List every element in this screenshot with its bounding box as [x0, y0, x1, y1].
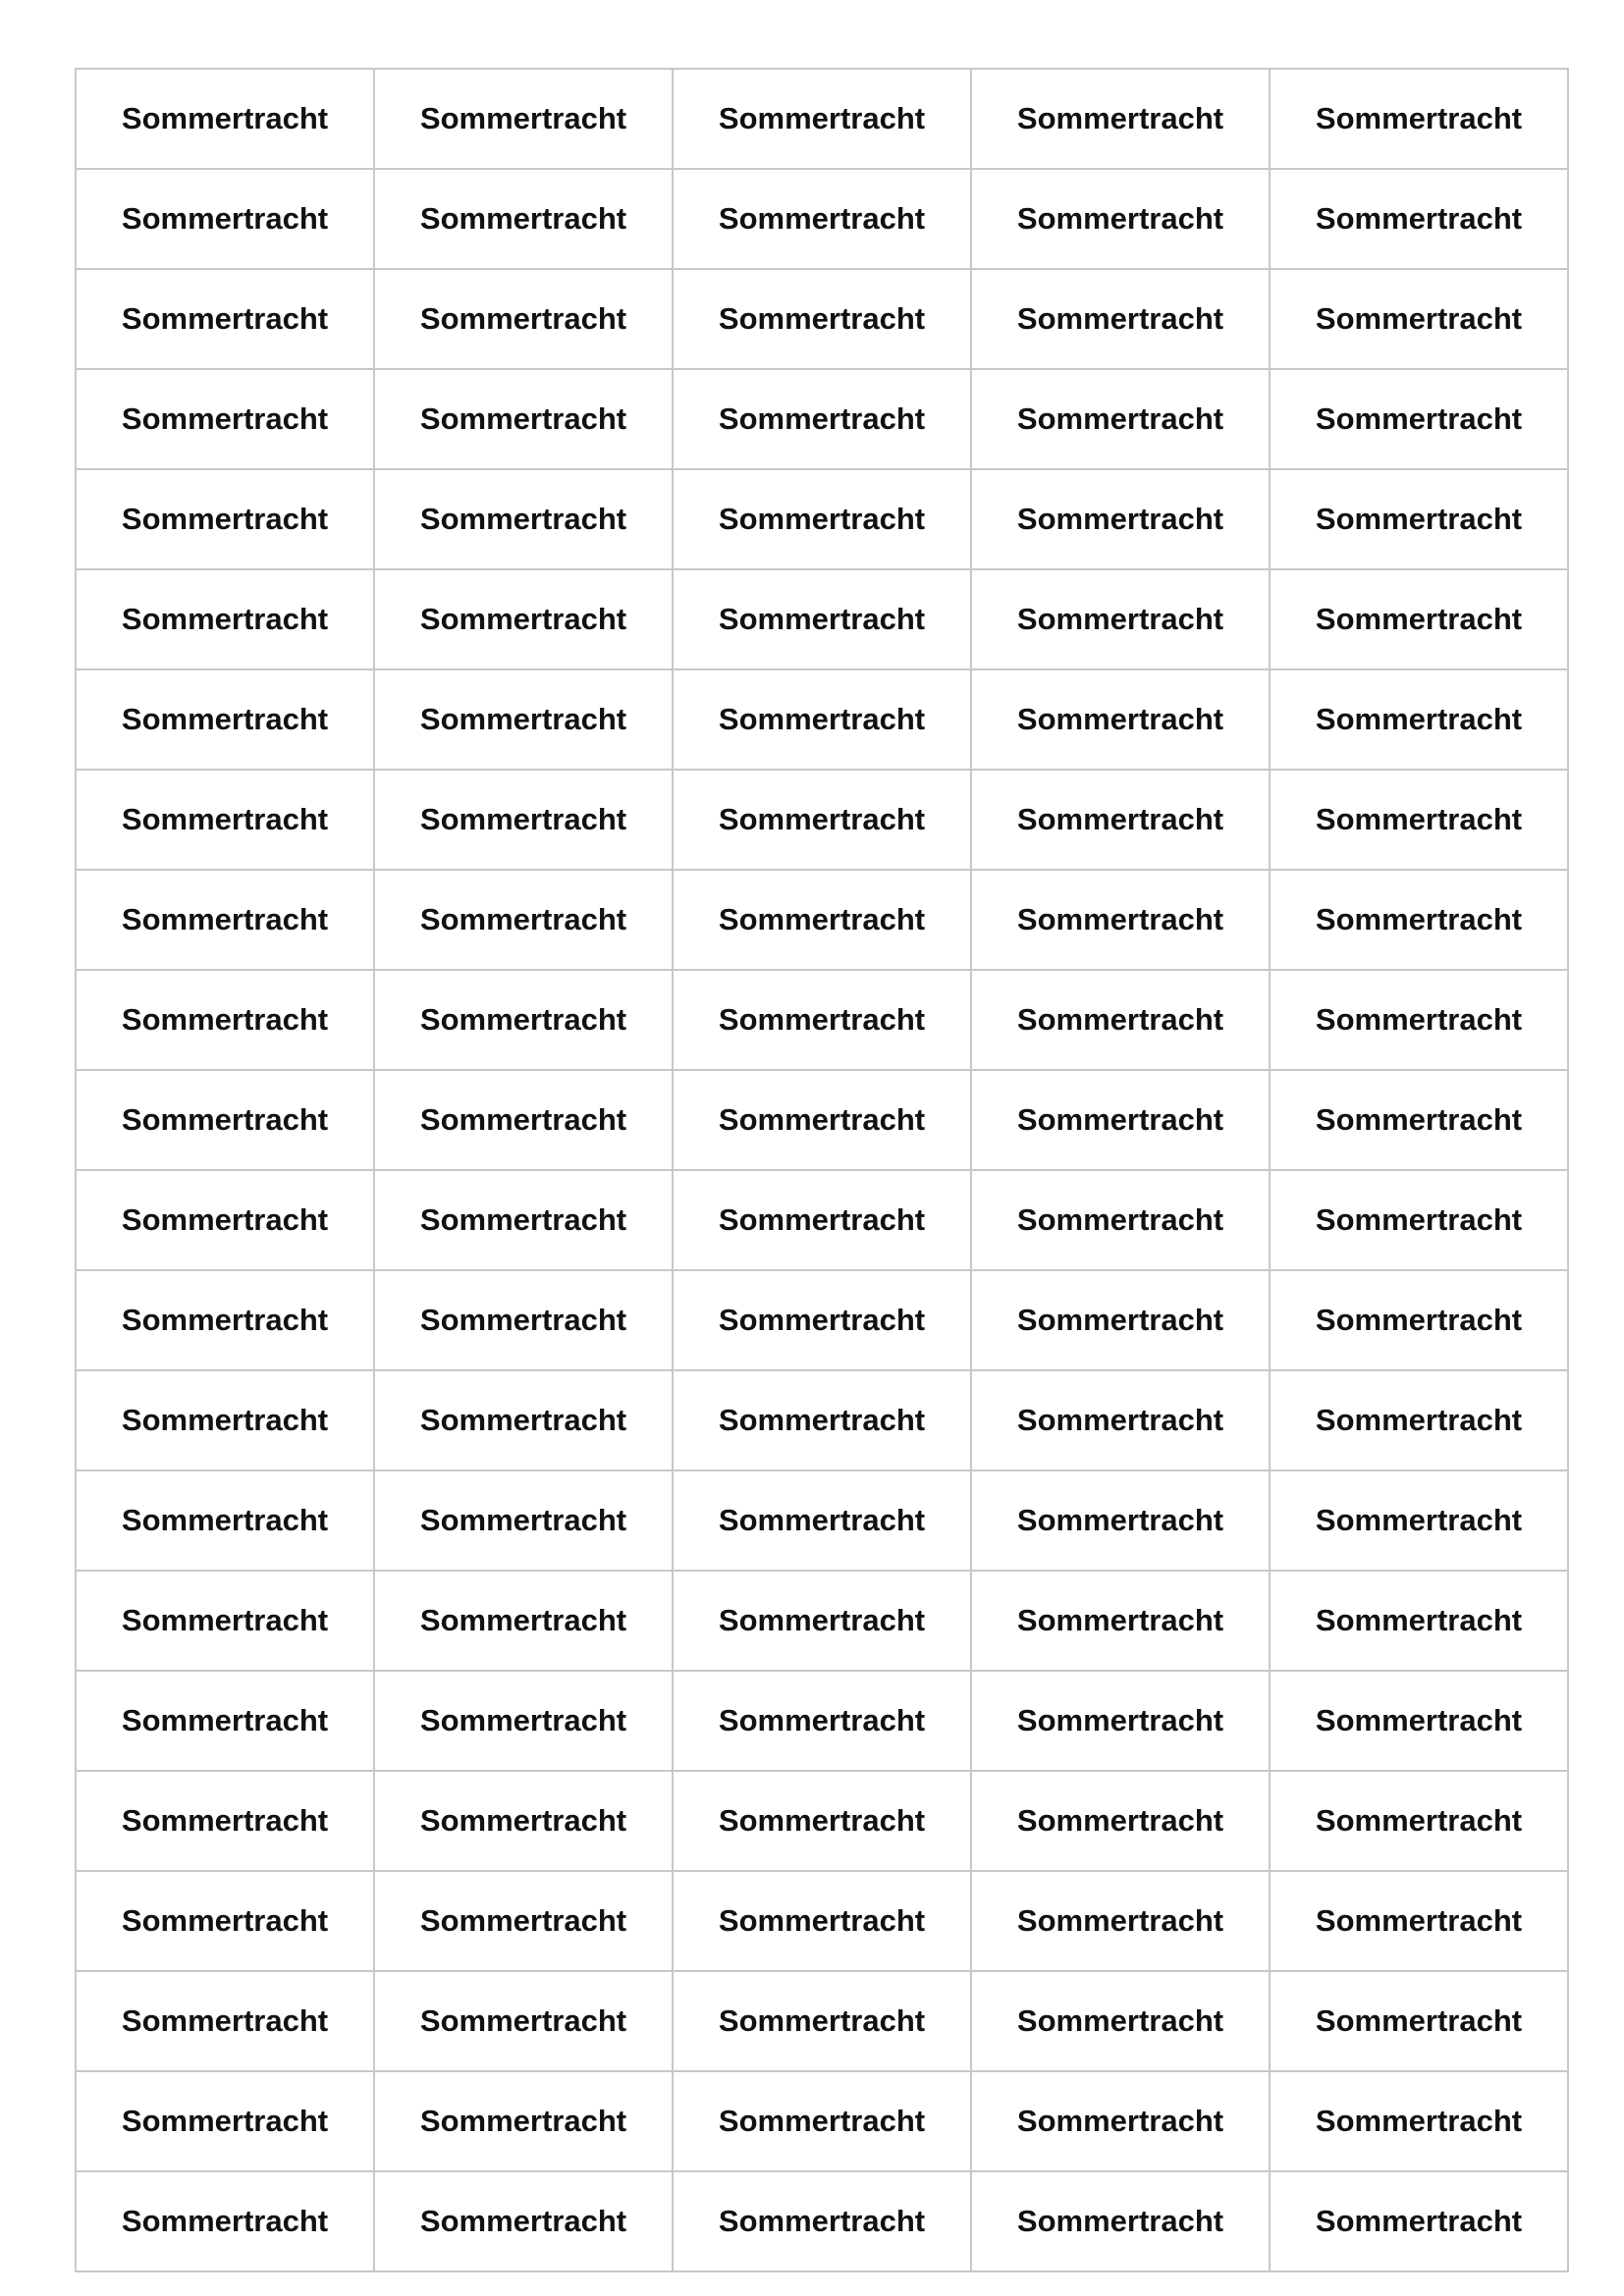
label-cell: Sommertracht — [374, 870, 673, 970]
label-cell: Sommertracht — [971, 1170, 1270, 1270]
label-row — [76, 669, 1568, 770]
label-cell: Sommertracht — [673, 669, 971, 770]
label-cell: Sommertracht — [374, 2071, 673, 2171]
label-cell: Sommertracht — [1270, 1971, 1568, 2071]
label-row — [76, 169, 1568, 269]
label-cell: Sommertracht — [76, 2171, 374, 2271]
label-cell: Sommertracht — [1270, 69, 1568, 169]
label-cell: Sommertracht — [76, 469, 374, 569]
label-cell: Sommertracht — [374, 569, 673, 669]
label-cell: Sommertracht — [673, 770, 971, 870]
label-cell: Sommertracht — [673, 1771, 971, 1871]
label-sheet — [75, 68, 1569, 2272]
label-row — [76, 1370, 1568, 1470]
label-row — [76, 1270, 1568, 1370]
label-cell: Sommertracht — [374, 1370, 673, 1470]
label-cell: Sommertracht — [76, 69, 374, 169]
label-cell: Sommertracht — [1270, 369, 1568, 469]
label-cell: Sommertracht — [76, 1170, 374, 1270]
label-cell: Sommertracht — [971, 1771, 1270, 1871]
label-cell: Sommertracht — [1270, 770, 1568, 870]
label-cell: Sommertracht — [1270, 1170, 1568, 1270]
label-cell: Sommertracht — [673, 369, 971, 469]
label-grid-body — [76, 69, 1568, 2271]
label-cell: Sommertracht — [673, 1070, 971, 1170]
label-cell: Sommertracht — [76, 870, 374, 970]
label-cell: Sommertracht — [374, 469, 673, 569]
label-cell: Sommertracht — [374, 970, 673, 1070]
label-cell: Sommertracht — [374, 770, 673, 870]
label-cell: Sommertracht — [1270, 970, 1568, 1070]
label-cell: Sommertracht — [971, 469, 1270, 569]
label-cell: Sommertracht — [374, 2171, 673, 2271]
label-row — [76, 1971, 1568, 2071]
label-row — [76, 870, 1568, 970]
label-cell: Sommertracht — [673, 2171, 971, 2271]
label-cell: Sommertracht — [673, 1871, 971, 1971]
label-row — [76, 1571, 1568, 1671]
label-cell: Sommertracht — [673, 1270, 971, 1370]
label-cell: Sommertracht — [1270, 1671, 1568, 1771]
label-cell: Sommertracht — [374, 1470, 673, 1571]
label-cell: Sommertracht — [673, 269, 971, 369]
label-cell: Sommertracht — [971, 2171, 1270, 2271]
label-cell: Sommertracht — [1270, 2071, 1568, 2171]
label-row — [76, 269, 1568, 369]
label-cell: Sommertracht — [374, 69, 673, 169]
label-cell: Sommertracht — [374, 169, 673, 269]
label-cell: Sommertracht — [673, 469, 971, 569]
label-cell: Sommertracht — [971, 1470, 1270, 1571]
label-cell: Sommertracht — [971, 1070, 1270, 1170]
label-cell: Sommertracht — [673, 1470, 971, 1571]
label-cell: Sommertracht — [1270, 1771, 1568, 1871]
label-cell: Sommertracht — [673, 1370, 971, 1470]
label-cell: Sommertracht — [76, 1571, 374, 1671]
label-cell: Sommertracht — [76, 1370, 374, 1470]
label-row — [76, 2071, 1568, 2171]
label-cell: Sommertracht — [971, 669, 1270, 770]
label-cell: Sommertracht — [971, 1971, 1270, 2071]
label-cell: Sommertracht — [971, 1571, 1270, 1671]
label-cell: Sommertracht — [374, 1571, 673, 1671]
label-cell: Sommertracht — [971, 369, 1270, 469]
label-cell: Sommertracht — [1270, 169, 1568, 269]
label-cell: Sommertracht — [76, 1871, 374, 1971]
label-cell: Sommertracht — [76, 1971, 374, 2071]
label-cell: Sommertracht — [1270, 469, 1568, 569]
label-cell: Sommertracht — [76, 569, 374, 669]
label-cell: Sommertracht — [1270, 669, 1568, 770]
label-cell: Sommertracht — [76, 1771, 374, 1871]
label-cell: Sommertracht — [374, 369, 673, 469]
label-cell: Sommertracht — [971, 1370, 1270, 1470]
label-row — [76, 1470, 1568, 1571]
label-row — [76, 69, 1568, 169]
label-cell: Sommertracht — [374, 669, 673, 770]
label-cell: Sommertracht — [374, 1170, 673, 1270]
label-cell: Sommertracht — [374, 1270, 673, 1370]
label-cell: Sommertracht — [673, 1971, 971, 2071]
label-cell: Sommertracht — [1270, 1270, 1568, 1370]
label-cell: Sommertracht — [971, 2071, 1270, 2171]
label-row — [76, 1871, 1568, 1971]
label-cell: Sommertracht — [673, 870, 971, 970]
label-row — [76, 1170, 1568, 1270]
label-cell: Sommertracht — [374, 1771, 673, 1871]
label-cell: Sommertracht — [673, 1170, 971, 1270]
label-cell: Sommertracht — [1270, 569, 1568, 669]
label-cell: Sommertracht — [76, 1671, 374, 1771]
label-cell: Sommertracht — [76, 169, 374, 269]
label-cell: Sommertracht — [673, 69, 971, 169]
label-cell: Sommertracht — [76, 770, 374, 870]
label-cell: Sommertracht — [673, 569, 971, 669]
label-row — [76, 469, 1568, 569]
label-cell: Sommertracht — [673, 970, 971, 1070]
label-cell: Sommertracht — [76, 369, 374, 469]
label-row — [76, 1070, 1568, 1170]
label-row — [76, 770, 1568, 870]
label-cell: Sommertracht — [971, 770, 1270, 870]
label-cell: Sommertracht — [76, 1270, 374, 1370]
label-cell: Sommertracht — [374, 1871, 673, 1971]
label-cell: Sommertracht — [1270, 2171, 1568, 2271]
label-cell: Sommertracht — [76, 669, 374, 770]
label-cell: Sommertracht — [971, 1270, 1270, 1370]
label-row — [76, 1671, 1568, 1771]
label-cell: Sommertracht — [1270, 1370, 1568, 1470]
label-cell: Sommertracht — [76, 269, 374, 369]
label-cell: Sommertracht — [1270, 870, 1568, 970]
label-cell: Sommertracht — [971, 69, 1270, 169]
label-cell: Sommertracht — [673, 1671, 971, 1771]
label-cell: Sommertracht — [374, 1070, 673, 1170]
label-cell: Sommertracht — [971, 1671, 1270, 1771]
label-cell: Sommertracht — [673, 2071, 971, 2171]
label-row — [76, 569, 1568, 669]
label-cell: Sommertracht — [76, 1470, 374, 1571]
label-cell: Sommertracht — [1270, 1470, 1568, 1571]
label-row — [76, 2171, 1568, 2271]
label-cell: Sommertracht — [673, 1571, 971, 1671]
label-cell: Sommertracht — [1270, 269, 1568, 369]
label-row — [76, 970, 1568, 1070]
label-cell: Sommertracht — [374, 1971, 673, 2071]
label-cell: Sommertracht — [673, 169, 971, 269]
label-cell: Sommertracht — [971, 970, 1270, 1070]
label-row — [76, 369, 1568, 469]
label-cell: Sommertracht — [971, 870, 1270, 970]
label-cell: Sommertracht — [76, 1070, 374, 1170]
label-cell: Sommertracht — [374, 269, 673, 369]
label-cell: Sommertracht — [76, 2071, 374, 2171]
label-cell: Sommertracht — [1270, 1871, 1568, 1971]
label-cell: Sommertracht — [1270, 1070, 1568, 1170]
label-cell: Sommertracht — [374, 1671, 673, 1771]
label-cell: Sommertracht — [76, 970, 374, 1070]
label-cell: Sommertracht — [971, 1871, 1270, 1971]
label-row — [76, 1771, 1568, 1871]
label-cell: Sommertracht — [1270, 1571, 1568, 1671]
label-cell: Sommertracht — [971, 269, 1270, 369]
label-cell: Sommertracht — [971, 569, 1270, 669]
label-cell: Sommertracht — [971, 169, 1270, 269]
